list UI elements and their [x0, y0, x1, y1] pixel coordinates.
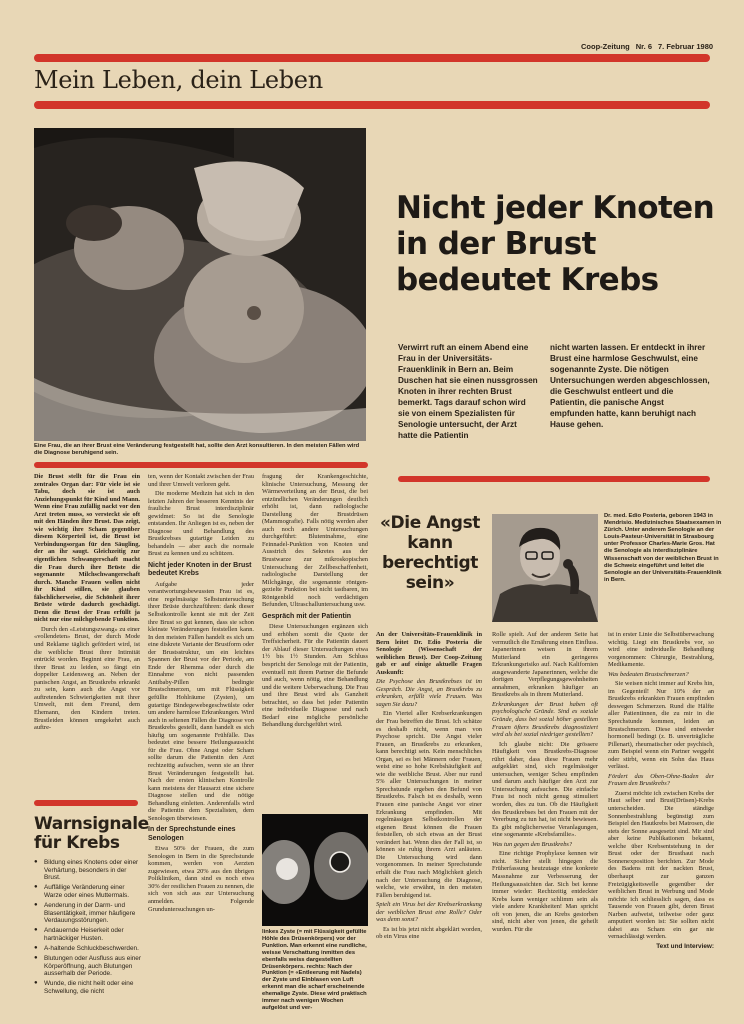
- interview-answer: Ein Viertel aller Krebserkrankungen der Frau betreffen die Brust. Ich schätze es deshalb nicht, wenn man von Psychose spricht. Die Angst vieler Frauen, an Brustkrebs zu erkranken, kann berechtigt sein. Kein menschliches Organ, sei es bei Männern oder Frauen, weist eine so hohe Krebshäufigkeit auf wie die weibliche Brust. Aber nur rund 5% aller Untersuchungen in meiner Sprechstunde ergeben den Befund von Brustkrebs. Falsch ist es deshalb, wenn Frauen eine panische Angst vor einer Erkrankung empfinden. Mit regelmässigen Selbstkontrollen der eigenen Brust können die Frauen feststellen, ob sich etwas an der Brust verändert hat. Wenn dies der Fall ist, so können sie ruhig ihrem Arzt anläuten. Die Untersuchung wird dann vorgenommen. In meiner Sprechstunde erhält die Frau nach Möglichkeit gleich nach der Untersuchung die Diagnose, welche, wie erwähnt, in den meisten Fällen beruhigend ist.: [376, 710, 482, 899]
- article-subheading: Nicht jeder Knoten in der Brust bedeutet Krebs: [148, 562, 252, 578]
- lead-right: nicht warten lassen. Er entdeckt in ihrer Brust eine harmlose Geschwulst, eine sogenannte Zyste. Die nötigen Untersuchungen werden abgeschlossen, die Geschwulst entleert und die Patientin, die panische Angst empfunden hatte, kann beruhigt nach Hause gehen.: [550, 343, 710, 429]
- cyst-xray-illustration: [262, 814, 368, 926]
- paper-name: Coop-Zeitung: [581, 42, 630, 51]
- article-column-3: [262, 473, 368, 809]
- quote-line-2: kann: [407, 533, 453, 553]
- quote-line-3: berechtigt: [381, 553, 479, 573]
- article-paragraph: Diese Untersuchungen ergänzen sich und erhöhen somit die Quote der Treffsicherheit. Für die Patientin dauert der Ablauf dieser Untersuchungen etwa 1½ bis 1½ Stunden. Am Schluss bespricht der Senologe mit der Patientin, eventuell mit ihrem Partner die Befunde und auch, wenn nötig, eine Behandlung und die weitere Ueberwachung. Die Frau und ihre Brust wird als Ganzheit betrachtet, so dass bei jeder Patientin eine individuelle Diagnose und nach Bedarf eine mögliche persönliche Behandlung durchgeführt wird.: [262, 623, 368, 729]
- quote-line-1: «Die Angst: [379, 513, 481, 533]
- interview-answer: Sie weisen nicht immer auf Krebs hin, im Gegenteil! Nur 10% der an Brustkrebs erkrankten Frauen empfinden deswegen Schmerzen. Rund die Hälfte aller Patientinnen, die zu mir in die Sprechstunde kommen, leiden an Brustschmerzen. Diese sind entweder hormonell bedingt (z. B. unverträgliche Pillenart), rheumatischer oder psychisch, zum Beispiel wenn ein Partner weggeht oder stirbt, wenn ein Sohn das Haus verlässt.: [608, 680, 714, 771]
- headline-line-3: bedeutet Krebs: [396, 262, 659, 298]
- interview-answer: Es ist bis jetzt nicht abgeklärt worden, ob ein Virus eine: [376, 925, 482, 941]
- warnsignale-item: ● A-haltende Schluckbeschwerden.: [34, 945, 144, 953]
- issue-number: Nr. 6: [635, 42, 653, 51]
- warnsignale-box: [34, 814, 149, 998]
- cyst-xray-caption: linkes Zyste (= mit Flüssigkeit gefüllte Höhle des Drüsenkörpers) vor der Punktion. Man erkennt eine rundliche, weisse Verschattung inmitten des ebenfalls weiss dargestellten Drüsenkörpers. rechts: Nach der Punktion (= «Entleerung mit Nadels) der Zyste und Einblasen von Luft erkennt man die scharf erscheinende ehemalige Zyste. Diese wird praktisch immer nach wenigen Wochen aufgelöst und ver-: [262, 929, 367, 1011]
- interview-rule: [398, 476, 710, 482]
- warnsignale-item: ● Auffällige Veränderung einer Warze oder eines Muttermals.: [34, 884, 144, 899]
- warnsignale-rule: [34, 800, 138, 806]
- article-column-2: [148, 473, 254, 1023]
- interview-intro: An der Universitäts-Frauenklinik in Bern leitet Dr. Edio Posteria die Senologie (Wissenschaft der weiblichen Brust). Der Coop-Zeitung gab er auf einige aktuelle Fragen Auskunft:: [376, 631, 482, 676]
- warnsignale-item: ● Blutungen oder Ausfluss aus einer Körperöffnung, auch Blutungen ausserhalb der Periode.: [34, 955, 144, 978]
- doctor-portrait: [492, 514, 598, 622]
- lead-left: Verwirrt ruft an einem Abend eine Frau in der Universitäts-Frauenklinik in Bern an. Beim Duschen hat sie einen nussgrossen Knoten in ihrer rechten Brust bemerkt. Tags darauf schon wird sie von einem Spezialisten für Senologie untersucht, der Arzt hatte die Patientin: [398, 343, 538, 440]
- interview-question: Die Psychose des Brustkrebses ist im Gespräch. Die Angst, an Brustkrebs zu erkranken, erfüllt viele Frauen. Was sagen Sie dazu?: [376, 678, 482, 708]
- bleed-through-text: [628, 66, 636, 91]
- interview-column-3: [608, 631, 714, 1023]
- article-paragraph: Aufgabe jeder verantwortungsbewussten Frau ist es, eine regelmässige Selbstuntersuchung ihrer Brüste durchzuführen: dank dieser Selbstkontrolle kennt sie mit der Zeit ihre Brust so gut kennen, dass sie schon kleinste Veränderungen feststellen kann. In den meisten Fällen handelt es sich um eine diskrete Variante der Brustform oder der Brustsstruktur, um ein leichtes Spannen der Brust vor der Periode, am Ende der Rhemma oder durch die Einnahme von nicht passenden Antibaby-Pillen bedingte Brustschmerzen, um mit Flüssigkeit gefüllte Hohlräume (Zysten), um gutartige Bindegewebegeschwülste oder um andere harmlose Erkrankungen. Wird auch in seltenen Fällen die Diagnose von Brustkrebs gestellt, dann handelt es sich häufig um sogenannte Frühfälle. Das bedeutet eine bessere Heilungsaussicht für die Frau. Ohne Angst oder Scham sollte darum die Patientin den Arzt rechtzeitig aufsuchen, wenn sie an ihrer Brust Veränderungen festgestellt hat. Nach der ersten klinischen Kontrolle kann meistens der Hausarzt eine sichere Diagnose stellen und die nötige Behandlung einleiten. Anderenfalls wird die Patientin dem Spezialisten, dem Senologen überwiesen.: [148, 580, 254, 822]
- interview-answer: Rolle spielt. Auf der anderen Seite hat vermutlich die Ernährung einen Einfluss. Japanerinnen weisen in ihrem Mutterland ein geringeres Erkrankungsrisiko auf. Nach Kalifornien ausgewanderte Japanerinnen, welche die dortigen Verpflegungsgewohnheiten annahmen, erkranken häufiger an Brustkrebs als in ihrem Mutterland.: [492, 631, 598, 699]
- issue-date: 7. Februar 1980: [658, 42, 714, 51]
- interview-question: Spielt ein Virus bei der Krebserkrankung der weiblichen Brust eine Rolle? Oder was denn sonst?: [376, 901, 482, 924]
- interview-answer: ist in erster Linie die Selbstüberwachung wichtig. Liegt ein Brustkrebs vor, so wird eine individuelle Behandlung vorgenommen: Chirurgie, Bestrahlung, Medikamente.: [608, 631, 714, 669]
- warnsignale-item: ● Wunde, die nicht heilt oder eine Schwellung, die nicht: [34, 980, 144, 995]
- main-photo: [34, 128, 366, 441]
- article-paragraph: Durch den «Leistungszwang» zu einer «vollendeten» Brust, der durch Mode und Reklame täglich gefördert wird, ist die weibliche Brust ihrer Intimität entrückt worden. Beginnt eine Frau, an ihrer Brust zu leiden, so fängt ein doppelter Leidensweg an. Neben der panischen Angst, an Brustkrebs erkrankt zu sein, kann auch die Angst vor auftretenden Schwierigkeiten mit ihrer Umwelt, mit dem Freund, dem Ehemann, den Kindern treten. Brustleiden können umgekehrt auch auftre-: [34, 625, 140, 732]
- article-paragraph: Die moderne Medizin hat sich in den letzten Jahren der besseren Kenntnis der frauliche Brust interdisziplinär gewidmet: So ist die Senologie entstanden. Ihr Anliegen ist es, neben der Diagnose und Behandlung des Brustkrebses gutartige Leiden zu behandeln — aber auch die normale Brust zu kennen und zu schützen.: [148, 490, 254, 558]
- interview-quote-heading: [374, 513, 486, 593]
- masthead: [575, 42, 713, 51]
- warnsignale-item: ● Bildung eines Knotens oder einer Verhärtung, besonders in der Brust.: [34, 859, 144, 882]
- interview-question: Was bedeuten Brustschmerzen?: [608, 670, 689, 678]
- main-photo-illustration: [34, 128, 366, 441]
- top-rule: [34, 54, 710, 62]
- warnsignale-title-2: für Krebs: [34, 833, 120, 853]
- headline: [396, 190, 716, 298]
- cyst-xray-photo: [262, 814, 368, 926]
- interview-question: Was tun gegen den Brustkrebs?: [492, 840, 573, 848]
- article-paragraph: ten, wenn der Kontakt zwischen der Frau und ihrer Umwelt verloren geht.: [148, 473, 254, 488]
- article-column-1: [34, 473, 140, 793]
- article-paragraph: Etwa 50% der Frauen, die zum Senologen in Bern in die Sprechstunde kommen, werden von Aerzten zugewiesen, etwa 20% aus den übrigen Polikliniken, dann sind es noch etwa 30% der restlichen Frauen zu nennen, die sich von sich aus zur Untersuchung anmelden. Folgende Grunduntersuchungen un-: [148, 845, 254, 913]
- article-subheading: In der Sprechstunde eines Senologen: [148, 826, 236, 842]
- headline-line-1: Nicht jeder Knoten: [396, 190, 715, 226]
- interview-answer: Ich glaube nicht: Die grössere Häufigkeit von Brustkrebs-Diagnose rührt daher, dass diese Frauen mehr aufgeklärt sind, sich regelmässiger untersuchen, weniger Scheu empfinden und darum auch häufiger den Arzt zur Untersuchung aufsuchen. Die einfache Frau ist noch nicht genug stimuliert worden, dies zu tun. Ob die Häufigkeit des Brustkrebses bei den Frauen mit der Vererbung zu tun hat, ist nicht bewiesen. Es gibt möglicherweise Veranlagungen, eine sogenannte «Krebsfamilie».: [492, 740, 598, 839]
- doctor-portrait-illustration: [492, 514, 598, 622]
- section-title: Mein Leben, dein Leben: [34, 66, 323, 94]
- interview-column-2: [492, 631, 598, 1023]
- left-column-rule: [34, 462, 368, 468]
- article-paragraph: fragung der Krankengeschichte, klinische Untersuchung, Messung der Wärmeverteilung an der Brust, die bei entzündlichen Veränderungen deutlich erhöht ist, dann radiologische Darstellung der Brustdrüsen (Mammografie). Falls nötig werden aber auch noch andere Untersuchungen durchgeführt: Blutentnahme, eine Feinnadel-Punktion von Knoten und Ausstrich des Sekretes aus der Brustwarze zur mikroskopischen Untersuchung der Zellbeschaffenheit, radiologische Darstellung der Milchgänge, die sogenannte röntgen-gezielte Punktion bei nicht tastbaren, im Röntgenbild noch verdächtigen Befunden, Ultraschalluntersuchung usw.: [262, 473, 368, 609]
- interview-column-1: [376, 631, 482, 1023]
- interview-signature: Text und Interview:: [656, 942, 714, 950]
- warnsignale-list: [34, 859, 144, 996]
- interview-question: Erkrankungen der Brust haben oft psychologische Gründe. Sind es soziale Gründe, dass bei sozial höher gestellten Frauen öfters Brustkrebs diagnostiziert wird als bei sozial niedriger gestellten?: [492, 700, 598, 739]
- section-rule: [34, 101, 710, 109]
- headline-line-2: in der Brust: [396, 226, 596, 262]
- interview-answer: Eine richtige Prophylaxe kennen wir nicht. Sicher stellt hingegen die Früherfassung heutzutage eine konkrete Massnahme zur Verbesserung der Heilungsaussichten dar. Sich bei kenne immer wieder: Rechtzeitig entdeckter Krebs kann weniger schlimm sein als viele andere Krankheiten! Man spricht oft von jenen, die an Krebs gestorben sind, nicht aber von jenen, die geheilt wurden. Für die: [492, 850, 598, 933]
- article-subheading: Gespräch mit der Patientin: [262, 612, 352, 620]
- interview-question: Fördert das Oben-Ohne-Baden der Frauen den Brustkrebs?: [608, 772, 714, 788]
- quote-line-4: sein»: [405, 573, 455, 593]
- doctor-bio: Dr. med. Edio Posteria, geboren 1943 in Mendrisio. Medizinisches Staatsexamen in Zürich. Unter anderem Senologie an der Louis-Pasteur-Universität in Strasbourg unter Professor Charles-Marie Gros. Hat die Senologie als interdisziplinäre Wissenschaft von der weiblichen Brust in die Schweiz eingeführt und leitet die Senologie an der Universitäts-Frauenklinik in Bern.: [604, 513, 722, 583]
- main-photo-caption: Eine Frau, die an ihrer Brust eine Veränderung festgestellt hat, sollte den Arzt konsultieren. In den meisten Fällen wird die Diagnose beruhigend sein.: [34, 443, 360, 456]
- article-intro: Die Brust stellt für die Frau ein zentrales Organ dar: Für viele ist sie Tabu, doch sie ist auch Anziehungspunkt für Kind und Mann. Wenn eine Frau zufällig nackt vor den Arzt treten muss, so versteckt sie oft mit den Händen ihre Brust. Das zeigt, wie wichtig ihre Scham gegenüber diesem Körperteil ist, die Brust ist Verbindungsorgan für den Säugling, der an ihr saugt. Gleichzeitig zur eigentlichen Schwangerschaft macht die Frau durch ihre Brüste die sogenannte Milchschwangerschaft durch. Manche Frauen wollen nicht ihr Kind stillen, sie glauben fälschlicherweise, die Schönheit ihrer Brüste würde dadurch geschädigt. Denn die Brust der Frau erfüllt ja nicht nur eine milchgebende Funktion.: [34, 473, 140, 624]
- warnsignale-item: ● Andauernde Heiserkeit oder hartnäckiger Husten.: [34, 927, 144, 942]
- interview-answer: Zuerst möchte ich zwischen Krebs der Haut selber und Brust(Drüsen)-Krebs unterscheiden. Die ständige Sonnenbestrahlung begünstigt zum Beispiel den Hautkrebs bei Matrosen, die stets der Sonne ausgesetzt sind. Mir sind aber keine Publikationen bekannt, welche über Krebsentstehung in der Brust oder der Brusthaut nach Sonnenexposition berichten. Zur Mode des Badens mit der nackten Brust, überhaupt zur ganzen Freizügigkeitswelle gegenüber der weiblichen Brust in Werbung und Mode möchte ich schliesslich sagen, dass es Tausende von Frauen gibt, deren Brust Narben aufweist, teilweise oder ganz amputiert worden ist: Sie sollten nicht dabei aus Scham ein gar nie vernachlässigt werden.: [608, 789, 714, 941]
- warnsignale-item: ● Aenderung in der Darm- und Blasentätigkeit, immer häufigere Verdauungsstörungen.: [34, 902, 144, 925]
- warnsignale-title-1: Warnsignale: [34, 814, 149, 834]
